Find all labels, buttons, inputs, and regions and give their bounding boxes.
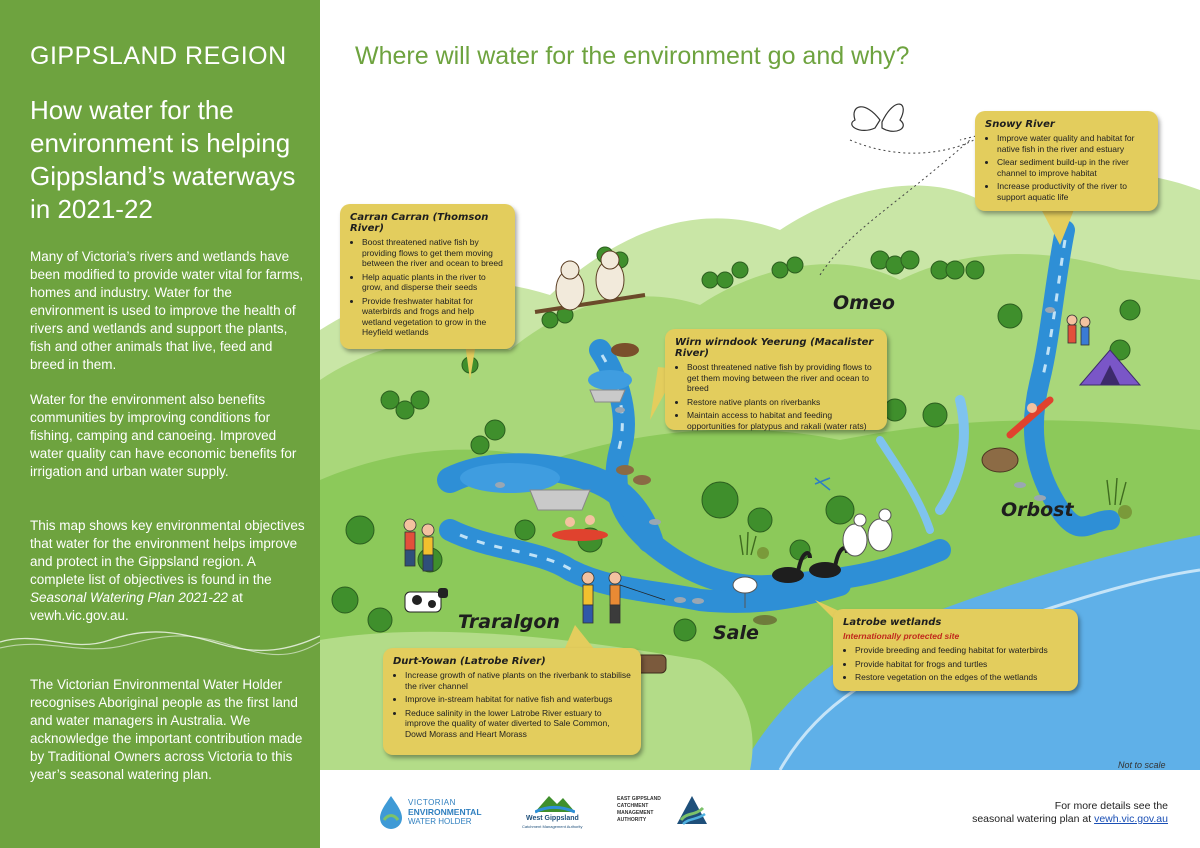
callout-objective: • Improve water quality and habitat for native fish in the river and estuary bbox=[997, 133, 1148, 154]
intro-paragraph: Many of Victoria’s rivers and wetlands have been modified to provide water vital for farms, homes and industry. Water for the environment is used to improve the health of rivers and wetlands and support the plants, fish and other animals that live, feed and breed in them. bbox=[30, 249, 304, 372]
mountain-wave-logo-icon bbox=[675, 794, 709, 828]
callout-objective: • Maintain access to habitat and feeding opportunities for platypus and rakali (water rats) bbox=[687, 410, 877, 431]
reservoir bbox=[460, 463, 560, 493]
town-label-sale: Sale bbox=[713, 622, 759, 644]
callout-title: Durt-Yowan (Latrobe River) bbox=[393, 656, 546, 667]
region-title: GIPPSLAND REGION bbox=[30, 42, 287, 70]
platypus-icon bbox=[611, 343, 639, 357]
west-gippsland-cma-logo: West Gippsland Catchment Management Authority bbox=[520, 792, 590, 834]
callout-objective: • Boost threatened native fish by providing flows to get them moving between the river and ocean to breed bbox=[362, 237, 505, 269]
callout-objective: • Provide breeding and feeding habitat for waterbirds bbox=[855, 645, 1068, 656]
frog-icon bbox=[757, 547, 769, 559]
echidna-icon bbox=[982, 448, 1018, 472]
map-description-paragraph: This map shows key environmental objectives that water for the environment helps improve and protect in the Gippsland region. A complete list of objectives is found in the Seasonal Watering Plan 2021-22 at vewh.vic.gov.au. bbox=[30, 518, 305, 623]
callout-objective: • Reduce salinity in the lower Latrobe River estuary to improve the quality of water diverted to Sale Common, Dowd Morass and Heart Morass bbox=[405, 708, 631, 740]
callout-objective: • Help aquatic plants in the river to grow, and disperse their seeds bbox=[362, 272, 505, 293]
callout-latrobe-wetlands bbox=[833, 609, 1078, 691]
town-label-orbost: Orbost bbox=[1001, 499, 1074, 521]
callout-objective: • Boost threatened native fish by providing flows to get them moving between the river and ocean to breed bbox=[687, 362, 877, 394]
callout-objective: • Restore vegetation on the edges of the wetlands bbox=[855, 672, 1068, 683]
callout-title: Snowy River bbox=[985, 119, 1055, 130]
callout-subtitle: Internationally protected site bbox=[843, 631, 960, 641]
town-label-omeo: Omeo bbox=[833, 292, 895, 314]
callout-macalister-river bbox=[665, 329, 887, 430]
page-headline: How water for the environment is helping Gippsland’s waterways in 2021-22 bbox=[30, 95, 296, 224]
decorative-wave-divider bbox=[0, 628, 320, 658]
butterfly-icon bbox=[852, 104, 903, 131]
callout-title: Carran Carran (Thomson River) bbox=[350, 212, 489, 234]
callout-carran-carran bbox=[340, 204, 515, 349]
callout-objective: • Restore native plants on riverbanks bbox=[687, 397, 877, 408]
vewh-logo: VICTORIAN ENVIRONMENTAL WATER HOLDER bbox=[378, 792, 488, 832]
callout-title: Latrobe wetlands bbox=[843, 617, 942, 628]
callout-objective: • Provide habitat for frogs and turtles bbox=[855, 659, 1068, 670]
plan-title: Seasonal Watering Plan 2021-22 bbox=[30, 590, 228, 605]
acknowledgement-paragraph: The Victorian Environmental Water Holder recognises Aboriginal people as the first land and water managers in Australia. We acknowledge the important contribution made by Traditional Owners across Victoria to this year’s seasonal watering plan. bbox=[30, 677, 303, 782]
benefits-paragraph: Water for the environment also benefits communities by improving conditions for fishing, camping and canoeing. Improved water quality can have economic benefits for irrigation and urban water supply. bbox=[30, 392, 297, 479]
callout-objective: • Improve in-stream habitat for native fish and waterbugs bbox=[405, 694, 631, 705]
callout-snowy-river bbox=[975, 111, 1158, 211]
callout-durt-yowan bbox=[383, 648, 641, 755]
map-title: Where will water for the environment go and why? bbox=[355, 42, 910, 70]
callout-objective: • Increase growth of native plants on the riverbank to stabilise the river channel bbox=[405, 670, 631, 691]
sidebar bbox=[0, 0, 320, 848]
east-gippsland-cma-logo: EAST GIPPSLAND CATCHMENT MANAGEMENT AUTHORITY bbox=[617, 792, 712, 836]
footer-more-details: For more details see the seasonal watering plan at vewh.vic.gov.au bbox=[972, 800, 1168, 825]
callout-objective: • Increase productivity of the river to support aquatic life bbox=[997, 181, 1148, 202]
dam-wall bbox=[530, 490, 590, 510]
mountain-logo-icon bbox=[535, 792, 575, 814]
callout-objective: • Provide freshwater habitat for waterbirds and frogs and help wetland vegetation to grow in the Heyfield wetlands bbox=[362, 296, 505, 338]
frog-icon bbox=[1118, 505, 1132, 519]
town-label-traralgon: Traralgon bbox=[458, 611, 560, 633]
vewh-website-link[interactable]: vewh.vic.gov.au bbox=[1094, 813, 1168, 825]
callout-objective: • Clear sediment build-up in the river channel to improve habitat bbox=[997, 157, 1148, 178]
not-to-scale-note: Not to scale bbox=[1118, 760, 1166, 770]
water-drop-icon bbox=[378, 794, 404, 830]
callout-title: Wirn wirndook Yeerung (Macalister River) bbox=[675, 337, 874, 359]
